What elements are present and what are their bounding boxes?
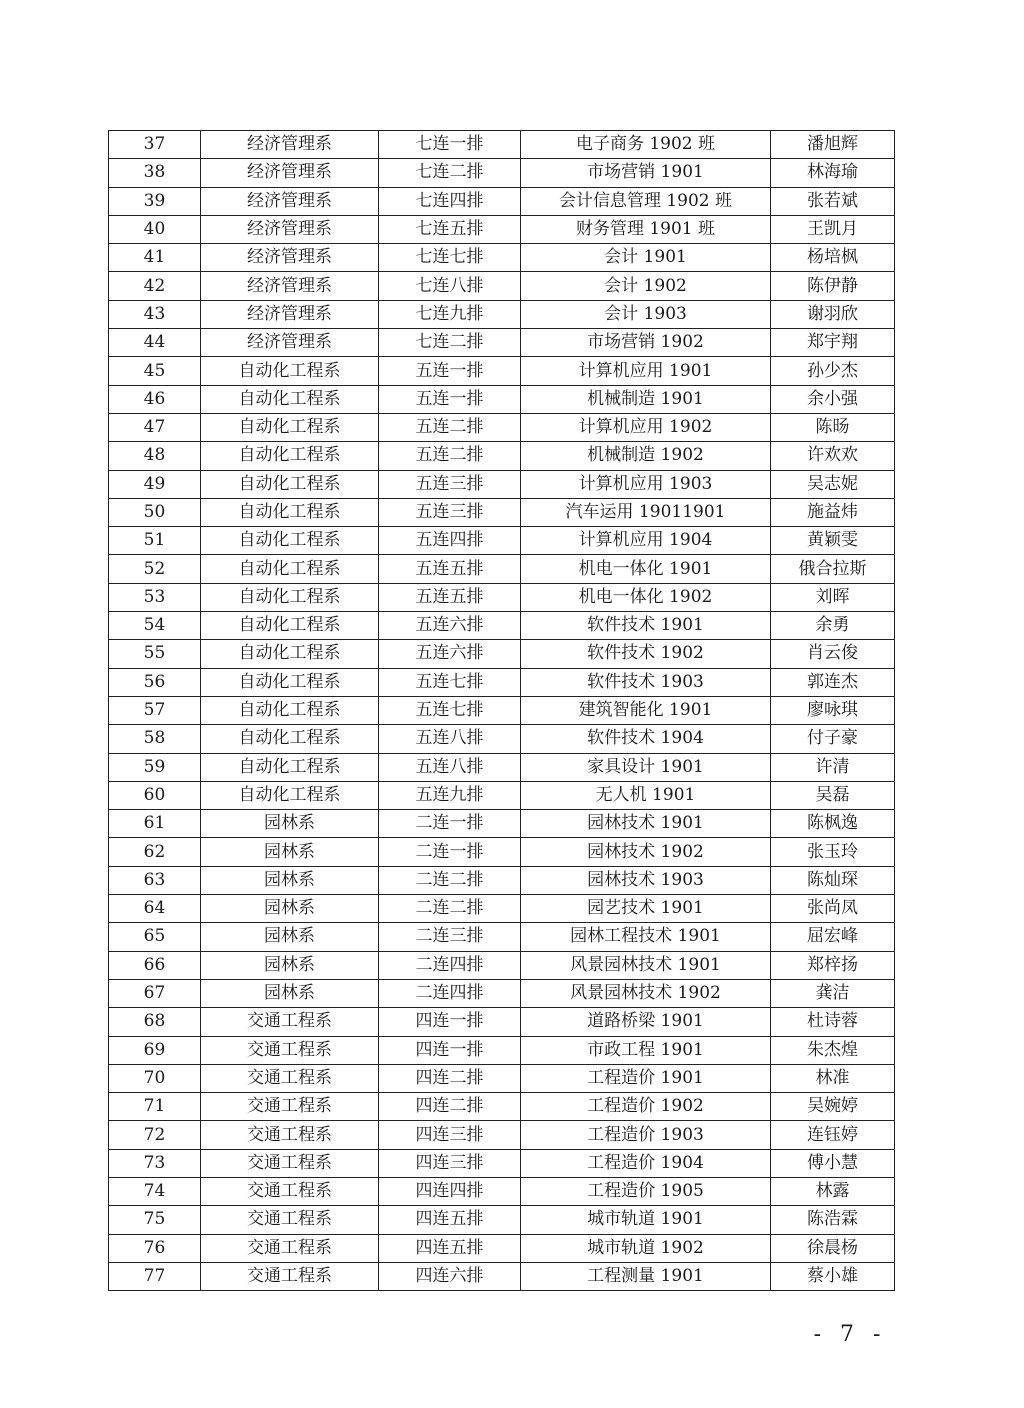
class-name-cell: 市场营销 1902 — [521, 329, 771, 357]
row-number-cell: 65 — [109, 923, 201, 951]
row-number-cell: 69 — [109, 1036, 201, 1064]
class-name-cell: 工程造价 1901 — [521, 1064, 771, 1092]
company-platoon-cell: 五连一排 — [379, 357, 521, 385]
row-number-cell: 42 — [109, 272, 201, 300]
row-number-cell: 64 — [109, 895, 201, 923]
company-platoon-cell: 五连二排 — [379, 413, 521, 441]
student-name-cell: 蔡小雄 — [771, 1262, 895, 1290]
class-name-cell: 园林技术 1903 — [521, 866, 771, 894]
student-name-cell: 陈浩霖 — [771, 1206, 895, 1234]
department-cell: 自动化工程系 — [201, 781, 379, 809]
student-name-cell: 余小强 — [771, 385, 895, 413]
department-cell: 自动化工程系 — [201, 442, 379, 470]
student-name-cell: 吴志妮 — [771, 470, 895, 498]
student-name-cell: 张若斌 — [771, 187, 895, 215]
company-platoon-cell: 二连二排 — [379, 866, 521, 894]
class-name-cell: 园林工程技术 1901 — [521, 923, 771, 951]
table-row — [109, 1064, 895, 1092]
company-platoon-cell: 二连二排 — [379, 895, 521, 923]
company-platoon-cell: 七连七排 — [379, 244, 521, 272]
class-name-cell: 软件技术 1904 — [521, 725, 771, 753]
company-platoon-cell: 七连四排 — [379, 187, 521, 215]
student-name-cell: 刘晖 — [771, 583, 895, 611]
class-name-cell: 会计 1903 — [521, 300, 771, 328]
table-row — [109, 895, 895, 923]
student-name-cell: 郑宇翔 — [771, 329, 895, 357]
company-platoon-cell: 五连六排 — [379, 640, 521, 668]
department-cell: 园林系 — [201, 923, 379, 951]
class-name-cell: 园林技术 1901 — [521, 810, 771, 838]
table-row — [109, 215, 895, 243]
class-name-cell: 工程造价 1905 — [521, 1177, 771, 1205]
student-name-cell: 俄合拉斯 — [771, 555, 895, 583]
table-row — [109, 555, 895, 583]
department-cell: 自动化工程系 — [201, 555, 379, 583]
student-name-cell: 林准 — [771, 1064, 895, 1092]
table-row — [109, 583, 895, 611]
department-cell: 园林系 — [201, 810, 379, 838]
table-row — [109, 725, 895, 753]
department-cell: 自动化工程系 — [201, 612, 379, 640]
row-number-cell: 44 — [109, 329, 201, 357]
department-cell: 交通工程系 — [201, 1177, 379, 1205]
class-name-cell: 城市轨道 1902 — [521, 1234, 771, 1262]
department-cell: 交通工程系 — [201, 1093, 379, 1121]
class-name-cell: 电子商务 1902 班 — [521, 131, 771, 159]
department-cell: 经济管理系 — [201, 244, 379, 272]
class-name-cell: 计算机应用 1903 — [521, 470, 771, 498]
department-cell: 自动化工程系 — [201, 725, 379, 753]
student-name-cell: 陈灿琛 — [771, 866, 895, 894]
table-row — [109, 810, 895, 838]
row-number-cell: 56 — [109, 668, 201, 696]
company-platoon-cell: 五连七排 — [379, 668, 521, 696]
row-number-cell: 47 — [109, 413, 201, 441]
class-name-cell: 机械制造 1901 — [521, 385, 771, 413]
company-platoon-cell: 二连四排 — [379, 979, 521, 1007]
company-platoon-cell: 四连一排 — [379, 1008, 521, 1036]
row-number-cell: 62 — [109, 838, 201, 866]
student-name-cell: 龚洁 — [771, 979, 895, 1007]
table-row — [109, 1008, 895, 1036]
table-row — [109, 1262, 895, 1290]
department-cell: 经济管理系 — [201, 329, 379, 357]
table-row — [109, 1121, 895, 1149]
department-cell: 交通工程系 — [201, 1008, 379, 1036]
table-row — [109, 357, 895, 385]
table-row — [109, 272, 895, 300]
student-name-cell: 廖咏琪 — [771, 696, 895, 724]
row-number-cell: 55 — [109, 640, 201, 668]
row-number-cell: 54 — [109, 612, 201, 640]
company-platoon-cell: 五连一排 — [379, 385, 521, 413]
company-platoon-cell: 四连三排 — [379, 1149, 521, 1177]
department-cell: 交通工程系 — [201, 1206, 379, 1234]
student-name-cell: 林露 — [771, 1177, 895, 1205]
student-name-cell: 陈枫逸 — [771, 810, 895, 838]
class-name-cell: 汽车运用 19011901 — [521, 498, 771, 526]
table-row — [109, 159, 895, 187]
company-platoon-cell: 四连一排 — [379, 1036, 521, 1064]
class-name-cell: 计算机应用 1902 — [521, 413, 771, 441]
table-row — [109, 838, 895, 866]
student-name-cell: 连钰婷 — [771, 1121, 895, 1149]
student-name-cell: 徐晨杨 — [771, 1234, 895, 1262]
roster-table-body — [109, 131, 895, 1291]
table-row — [109, 1177, 895, 1205]
department-cell: 交通工程系 — [201, 1262, 379, 1290]
class-name-cell: 道路桥梁 1901 — [521, 1008, 771, 1036]
page-number: - 7 - — [813, 1322, 887, 1347]
table-row — [109, 1036, 895, 1064]
department-cell: 经济管理系 — [201, 131, 379, 159]
row-number-cell: 68 — [109, 1008, 201, 1036]
row-number-cell: 67 — [109, 979, 201, 1007]
company-platoon-cell: 五连八排 — [379, 725, 521, 753]
company-platoon-cell: 四连五排 — [379, 1234, 521, 1262]
class-name-cell: 市政工程 1901 — [521, 1036, 771, 1064]
row-number-cell: 45 — [109, 357, 201, 385]
class-name-cell: 会计信息管理 1902 班 — [521, 187, 771, 215]
class-name-cell: 软件技术 1901 — [521, 612, 771, 640]
company-platoon-cell: 四连五排 — [379, 1206, 521, 1234]
class-name-cell: 会计 1902 — [521, 272, 771, 300]
department-cell: 园林系 — [201, 895, 379, 923]
class-name-cell: 财务管理 1901 班 — [521, 215, 771, 243]
class-name-cell: 城市轨道 1901 — [521, 1206, 771, 1234]
company-platoon-cell: 二连一排 — [379, 810, 521, 838]
row-number-cell: 58 — [109, 725, 201, 753]
company-platoon-cell: 五连七排 — [379, 696, 521, 724]
table-row — [109, 668, 895, 696]
company-platoon-cell: 二连三排 — [379, 923, 521, 951]
student-name-cell: 郭连杰 — [771, 668, 895, 696]
student-name-cell: 郑梓扬 — [771, 951, 895, 979]
row-number-cell: 38 — [109, 159, 201, 187]
department-cell: 自动化工程系 — [201, 668, 379, 696]
company-platoon-cell: 五连五排 — [379, 555, 521, 583]
table-row — [109, 1149, 895, 1177]
student-name-cell: 王凯月 — [771, 215, 895, 243]
table-row — [109, 300, 895, 328]
class-name-cell: 工程测量 1901 — [521, 1262, 771, 1290]
student-name-cell: 施益炜 — [771, 498, 895, 526]
student-name-cell: 朱杰煌 — [771, 1036, 895, 1064]
department-cell: 园林系 — [201, 979, 379, 1007]
table-row — [109, 696, 895, 724]
department-cell: 交通工程系 — [201, 1149, 379, 1177]
table-row — [109, 187, 895, 215]
department-cell: 交通工程系 — [201, 1121, 379, 1149]
department-cell: 经济管理系 — [201, 300, 379, 328]
department-cell: 园林系 — [201, 866, 379, 894]
student-name-cell: 杜诗蓉 — [771, 1008, 895, 1036]
company-platoon-cell: 五连六排 — [379, 612, 521, 640]
student-name-cell: 余勇 — [771, 612, 895, 640]
table-row — [109, 385, 895, 413]
company-platoon-cell: 七连九排 — [379, 300, 521, 328]
company-platoon-cell: 七连二排 — [379, 329, 521, 357]
class-name-cell: 机电一体化 1901 — [521, 555, 771, 583]
row-number-cell: 40 — [109, 215, 201, 243]
row-number-cell: 53 — [109, 583, 201, 611]
company-platoon-cell: 四连二排 — [379, 1093, 521, 1121]
class-name-cell: 风景园林技术 1901 — [521, 951, 771, 979]
department-cell: 自动化工程系 — [201, 498, 379, 526]
row-number-cell: 39 — [109, 187, 201, 215]
student-name-cell: 谢羽欣 — [771, 300, 895, 328]
student-name-cell: 屈宏峰 — [771, 923, 895, 951]
student-name-cell: 杨培枫 — [771, 244, 895, 272]
row-number-cell: 66 — [109, 951, 201, 979]
company-platoon-cell: 五连五排 — [379, 583, 521, 611]
table-row — [109, 413, 895, 441]
table-row — [109, 951, 895, 979]
company-platoon-cell: 七连五排 — [379, 215, 521, 243]
row-number-cell: 74 — [109, 1177, 201, 1205]
department-cell: 自动化工程系 — [201, 527, 379, 555]
table-row — [109, 1234, 895, 1262]
student-name-cell: 张尚凤 — [771, 895, 895, 923]
company-platoon-cell: 五连三排 — [379, 470, 521, 498]
student-name-cell: 付子豪 — [771, 725, 895, 753]
row-number-cell: 61 — [109, 810, 201, 838]
company-platoon-cell: 七连二排 — [379, 159, 521, 187]
row-number-cell: 43 — [109, 300, 201, 328]
row-number-cell: 41 — [109, 244, 201, 272]
row-number-cell: 72 — [109, 1121, 201, 1149]
department-cell: 自动化工程系 — [201, 753, 379, 781]
row-number-cell: 77 — [109, 1262, 201, 1290]
company-platoon-cell: 五连八排 — [379, 753, 521, 781]
table-row — [109, 640, 895, 668]
company-platoon-cell: 五连四排 — [379, 527, 521, 555]
row-number-cell: 57 — [109, 696, 201, 724]
row-number-cell: 71 — [109, 1093, 201, 1121]
department-cell: 交通工程系 — [201, 1064, 379, 1092]
row-number-cell: 76 — [109, 1234, 201, 1262]
department-cell: 经济管理系 — [201, 215, 379, 243]
row-number-cell: 50 — [109, 498, 201, 526]
table-row — [109, 244, 895, 272]
table-row — [109, 979, 895, 1007]
department-cell: 园林系 — [201, 838, 379, 866]
table-row — [109, 781, 895, 809]
company-platoon-cell: 二连四排 — [379, 951, 521, 979]
table-row — [109, 470, 895, 498]
class-name-cell: 风景园林技术 1902 — [521, 979, 771, 1007]
row-number-cell: 51 — [109, 527, 201, 555]
department-cell: 自动化工程系 — [201, 385, 379, 413]
table-row — [109, 866, 895, 894]
department-cell: 自动化工程系 — [201, 583, 379, 611]
table-row — [109, 753, 895, 781]
class-name-cell: 计算机应用 1901 — [521, 357, 771, 385]
row-number-cell: 75 — [109, 1206, 201, 1234]
row-number-cell: 48 — [109, 442, 201, 470]
department-cell: 自动化工程系 — [201, 696, 379, 724]
class-name-cell: 无人机 1901 — [521, 781, 771, 809]
table-row — [109, 1093, 895, 1121]
student-name-cell: 张玉玲 — [771, 838, 895, 866]
class-name-cell: 软件技术 1902 — [521, 640, 771, 668]
department-cell: 经济管理系 — [201, 272, 379, 300]
class-name-cell: 园艺技术 1901 — [521, 895, 771, 923]
company-platoon-cell: 七连一排 — [379, 131, 521, 159]
table-row — [109, 1206, 895, 1234]
table-row — [109, 131, 895, 159]
row-number-cell: 73 — [109, 1149, 201, 1177]
table-row — [109, 612, 895, 640]
student-name-cell: 潘旭辉 — [771, 131, 895, 159]
table-row — [109, 923, 895, 951]
company-platoon-cell: 五连九排 — [379, 781, 521, 809]
student-name-cell: 吴婉婷 — [771, 1093, 895, 1121]
department-cell: 自动化工程系 — [201, 357, 379, 385]
department-cell: 自动化工程系 — [201, 640, 379, 668]
company-platoon-cell: 五连二排 — [379, 442, 521, 470]
row-number-cell: 59 — [109, 753, 201, 781]
row-number-cell: 60 — [109, 781, 201, 809]
department-cell: 自动化工程系 — [201, 470, 379, 498]
roster-table — [108, 130, 895, 1291]
class-name-cell: 园林技术 1902 — [521, 838, 771, 866]
row-number-cell: 70 — [109, 1064, 201, 1092]
class-name-cell: 计算机应用 1904 — [521, 527, 771, 555]
class-name-cell: 会计 1901 — [521, 244, 771, 272]
department-cell: 交通工程系 — [201, 1234, 379, 1262]
row-number-cell: 52 — [109, 555, 201, 583]
department-cell: 园林系 — [201, 951, 379, 979]
department-cell: 经济管理系 — [201, 187, 379, 215]
company-platoon-cell: 四连四排 — [379, 1177, 521, 1205]
student-name-cell: 肖云俊 — [771, 640, 895, 668]
row-number-cell: 37 — [109, 131, 201, 159]
class-name-cell: 工程造价 1903 — [521, 1121, 771, 1149]
row-number-cell: 46 — [109, 385, 201, 413]
company-platoon-cell: 四连三排 — [379, 1121, 521, 1149]
class-name-cell: 机械制造 1902 — [521, 442, 771, 470]
student-name-cell: 傅小慧 — [771, 1149, 895, 1177]
student-name-cell: 陈旸 — [771, 413, 895, 441]
student-name-cell: 吴磊 — [771, 781, 895, 809]
department-cell: 经济管理系 — [201, 159, 379, 187]
class-name-cell: 软件技术 1903 — [521, 668, 771, 696]
company-platoon-cell: 二连一排 — [379, 838, 521, 866]
student-name-cell: 许清 — [771, 753, 895, 781]
table-row — [109, 329, 895, 357]
company-platoon-cell: 七连八排 — [379, 272, 521, 300]
class-name-cell: 市场营销 1901 — [521, 159, 771, 187]
company-platoon-cell: 四连六排 — [379, 1262, 521, 1290]
student-name-cell: 黄颖雯 — [771, 527, 895, 555]
table-row — [109, 442, 895, 470]
student-name-cell: 陈伊静 — [771, 272, 895, 300]
class-name-cell: 工程造价 1904 — [521, 1149, 771, 1177]
student-name-cell: 孙少杰 — [771, 357, 895, 385]
class-name-cell: 家具设计 1901 — [521, 753, 771, 781]
student-name-cell: 许欢欢 — [771, 442, 895, 470]
class-name-cell: 机电一体化 1902 — [521, 583, 771, 611]
row-number-cell: 63 — [109, 866, 201, 894]
company-platoon-cell: 四连二排 — [379, 1064, 521, 1092]
department-cell: 自动化工程系 — [201, 413, 379, 441]
table-row — [109, 527, 895, 555]
row-number-cell: 49 — [109, 470, 201, 498]
department-cell: 交通工程系 — [201, 1036, 379, 1064]
company-platoon-cell: 五连三排 — [379, 498, 521, 526]
student-name-cell: 林海瑜 — [771, 159, 895, 187]
table-row — [109, 498, 895, 526]
class-name-cell: 建筑智能化 1901 — [521, 696, 771, 724]
class-name-cell: 工程造价 1902 — [521, 1093, 771, 1121]
